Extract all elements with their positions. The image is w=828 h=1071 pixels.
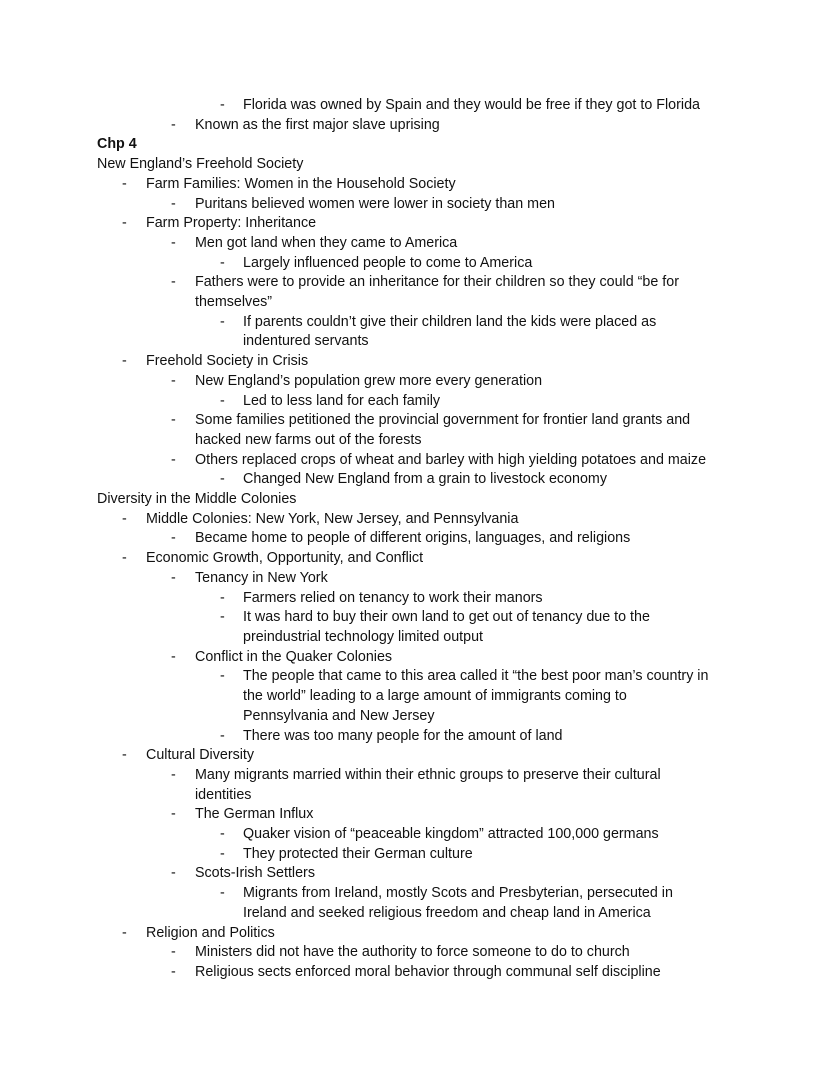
line-text: There was too many people for the amount of land bbox=[243, 727, 563, 744]
list-item bbox=[0, 628, 828, 648]
list-item bbox=[0, 569, 828, 589]
list-item bbox=[0, 904, 828, 924]
bullet-dash: - bbox=[122, 353, 127, 370]
line-text: Quaker vision of “peaceable kingdom” attracted 100,000 germans bbox=[243, 826, 659, 843]
list-item bbox=[0, 411, 828, 431]
line-text: themselves” bbox=[195, 294, 273, 311]
bullet-dash: - bbox=[220, 313, 225, 330]
line-text: Scots-Irish Settlers bbox=[195, 865, 315, 882]
line-text: Chp 4 bbox=[97, 136, 137, 153]
list-item bbox=[0, 608, 828, 628]
list-item bbox=[0, 864, 828, 884]
list-item bbox=[0, 293, 828, 313]
bullet-dash: - bbox=[171, 963, 176, 980]
line-text: Led to less land for each family bbox=[243, 392, 441, 409]
line-text: Farm Property: Inheritance bbox=[146, 215, 317, 232]
list-item bbox=[0, 332, 828, 352]
line-text: the world” leading to a large amount of immigrants coming to bbox=[243, 688, 627, 705]
list-item bbox=[0, 510, 828, 530]
bullet-dash: - bbox=[171, 274, 176, 291]
line-text: Ireland and seeked religious freedom and cheap land in America bbox=[243, 904, 651, 921]
line-text: Tenancy in New York bbox=[195, 569, 328, 586]
line-text: Others replaced crops of wheat and barley with high yielding potatoes and maize bbox=[195, 451, 707, 468]
bullet-dash: - bbox=[220, 254, 225, 271]
list-item bbox=[0, 273, 828, 293]
bullet-dash: - bbox=[220, 826, 225, 843]
list-item bbox=[0, 707, 828, 727]
line-text: It was hard to buy their own land to get out of tenancy due to the bbox=[243, 609, 650, 626]
line-text: Puritans believed women were lower in society than men bbox=[195, 195, 555, 212]
line-text: The German Influx bbox=[195, 806, 314, 823]
line-text: New England’s population grew more every generation bbox=[195, 372, 543, 389]
line-text: Pennsylvania and New Jersey bbox=[243, 707, 435, 724]
section-heading bbox=[0, 135, 828, 155]
list-item bbox=[0, 845, 828, 865]
bullet-dash: - bbox=[220, 97, 225, 113]
bullet-dash: - bbox=[171, 234, 176, 251]
list-item bbox=[0, 470, 828, 490]
list-item bbox=[0, 431, 828, 451]
line-text: If parents couldn’t give their children land the kids were placed as bbox=[243, 313, 657, 330]
line-text: Men got land when they came to America bbox=[195, 234, 458, 251]
list-item bbox=[0, 313, 828, 333]
line-text: Changed New England from a grain to livestock economy bbox=[243, 471, 607, 488]
list-item bbox=[0, 195, 828, 215]
line-text: The people that came to this area called it “the best poor man’s country in bbox=[243, 668, 709, 685]
bullet-dash: - bbox=[171, 412, 176, 429]
list-item bbox=[0, 96, 828, 116]
list-item bbox=[0, 372, 828, 392]
topic-heading bbox=[0, 490, 828, 510]
line-text: Largely influenced people to come to America bbox=[243, 254, 533, 271]
bullet-dash: - bbox=[220, 609, 225, 626]
list-item bbox=[0, 451, 828, 471]
document-body bbox=[0, 96, 828, 983]
line-text: Migrants from Ireland, mostly Scots and Presbyterian, persecuted in bbox=[243, 885, 673, 902]
list-item bbox=[0, 924, 828, 944]
bullet-dash: - bbox=[171, 530, 176, 547]
bullet-dash: - bbox=[220, 392, 225, 409]
line-text: Known as the first major slave uprising bbox=[195, 116, 440, 133]
line-text: indentured servants bbox=[243, 333, 369, 350]
bullet-dash: - bbox=[171, 372, 176, 389]
bullet-dash: - bbox=[220, 589, 225, 606]
bullet-dash: - bbox=[171, 195, 176, 212]
bullet-dash: - bbox=[171, 648, 176, 665]
list-item bbox=[0, 943, 828, 963]
bullet-dash: - bbox=[171, 766, 176, 783]
line-text: Some families petitioned the provincial government for frontier land grants and bbox=[195, 412, 691, 429]
line-text: Freehold Society in Crisis bbox=[146, 353, 309, 370]
bullet-dash: - bbox=[122, 924, 127, 941]
line-text: Farmers relied on tenancy to work their manors bbox=[243, 589, 543, 606]
list-item bbox=[0, 589, 828, 609]
line-text: Ministers did not have the authority to force someone to do to church bbox=[195, 944, 630, 961]
bullet-dash: - bbox=[122, 510, 127, 527]
list-item bbox=[0, 116, 828, 136]
bullet-dash: - bbox=[122, 215, 127, 232]
bullet-dash: - bbox=[171, 865, 176, 882]
bullet-dash: - bbox=[220, 845, 225, 862]
bullet-dash: - bbox=[122, 175, 127, 192]
bullet-dash: - bbox=[220, 885, 225, 902]
list-item bbox=[0, 884, 828, 904]
line-text: Many migrants married within their ethnic groups to preserve their cultural bbox=[195, 766, 661, 783]
line-text: identities bbox=[195, 786, 252, 803]
list-item bbox=[0, 214, 828, 234]
line-text: They protected their German culture bbox=[243, 845, 473, 862]
list-item bbox=[0, 254, 828, 274]
bullet-dash: - bbox=[220, 471, 225, 488]
line-text: Diversity in the Middle Colonies bbox=[97, 491, 297, 508]
line-text: Economic Growth, Opportunity, and Conflict bbox=[146, 550, 424, 567]
line-text: Middle Colonies: New York, New Jersey, and Pennsylvania bbox=[146, 510, 519, 527]
bullet-dash: - bbox=[122, 550, 127, 567]
line-text: Religion and Politics bbox=[146, 924, 275, 941]
line-text: Fathers were to provide an inheritance for their children so they could “be for bbox=[195, 274, 679, 291]
line-text: Religious sects enforced moral behavior through communal self discipline bbox=[195, 963, 661, 980]
line-text: hacked new farms out of the forests bbox=[195, 431, 422, 448]
bullet-dash: - bbox=[171, 569, 176, 586]
list-item bbox=[0, 352, 828, 372]
list-item bbox=[0, 786, 828, 806]
line-text: Became home to people of different origins, languages, and religions bbox=[195, 530, 631, 547]
line-text: Farm Families: Women in the Household Society bbox=[146, 175, 456, 192]
bullet-dash: - bbox=[220, 727, 225, 744]
list-item bbox=[0, 549, 828, 569]
list-item bbox=[0, 529, 828, 549]
list-item bbox=[0, 963, 828, 983]
list-item bbox=[0, 687, 828, 707]
bullet-dash: - bbox=[171, 116, 176, 133]
list-item bbox=[0, 727, 828, 747]
list-item bbox=[0, 392, 828, 412]
line-text: New England’s Freehold Society bbox=[97, 156, 304, 173]
bullet-dash: - bbox=[171, 944, 176, 961]
list-item bbox=[0, 234, 828, 254]
bullet-dash: - bbox=[171, 806, 176, 823]
list-item bbox=[0, 766, 828, 786]
list-item bbox=[0, 825, 828, 845]
list-item bbox=[0, 746, 828, 766]
topic-heading bbox=[0, 155, 828, 175]
list-item bbox=[0, 175, 828, 195]
list-item bbox=[0, 667, 828, 687]
line-text: preindustrial technology limited output bbox=[243, 628, 484, 645]
bullet-dash: - bbox=[171, 451, 176, 468]
list-item bbox=[0, 805, 828, 825]
bullet-dash: - bbox=[122, 747, 127, 764]
bullet-dash: - bbox=[220, 668, 225, 685]
line-text: Florida was owned by Spain and they would be free if they got to Florida bbox=[243, 97, 700, 113]
list-item bbox=[0, 648, 828, 668]
line-text: Cultural Diversity bbox=[146, 747, 255, 764]
line-text: Conflict in the Quaker Colonies bbox=[195, 648, 393, 665]
